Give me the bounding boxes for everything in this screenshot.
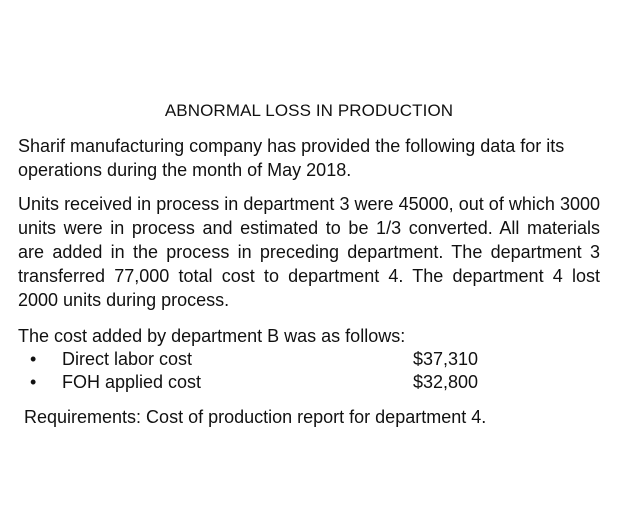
bullet-icon: • — [30, 372, 37, 392]
cost-label: Direct labor cost — [62, 349, 193, 369]
cost-item-foh-applied — [18, 371, 600, 394]
details-paragraph: Units received in process in department 3 were 45000, out of which 3000 units were in process and estimated to be 1/3 converted. All materials are added in the process in preceding department. The department 3 transferred 77,000 total cost to department 4. The department 4 lost 2000 units during process. — [18, 194, 600, 310]
cost-label: FOH applied cost — [62, 372, 202, 392]
cost-item-direct-labor — [18, 348, 600, 371]
document-title: ABNORMAL LOSS IN PRODUCTION — [164, 101, 454, 120]
bullet-icon: • — [30, 349, 37, 369]
problem-document — [18, 99, 600, 429]
cost-list — [18, 348, 600, 394]
costs-heading: The cost added by department B was as follows: — [18, 326, 406, 346]
cost-amount: $32,800 — [413, 372, 479, 392]
cost-amount: $37,310 — [413, 349, 479, 369]
intro-paragraph: Sharif manufacturing company has provided the following data for its operations during the month of May 2018. — [18, 136, 565, 180]
requirements-line: Requirements: Cost of production report for department 4. — [24, 407, 487, 427]
